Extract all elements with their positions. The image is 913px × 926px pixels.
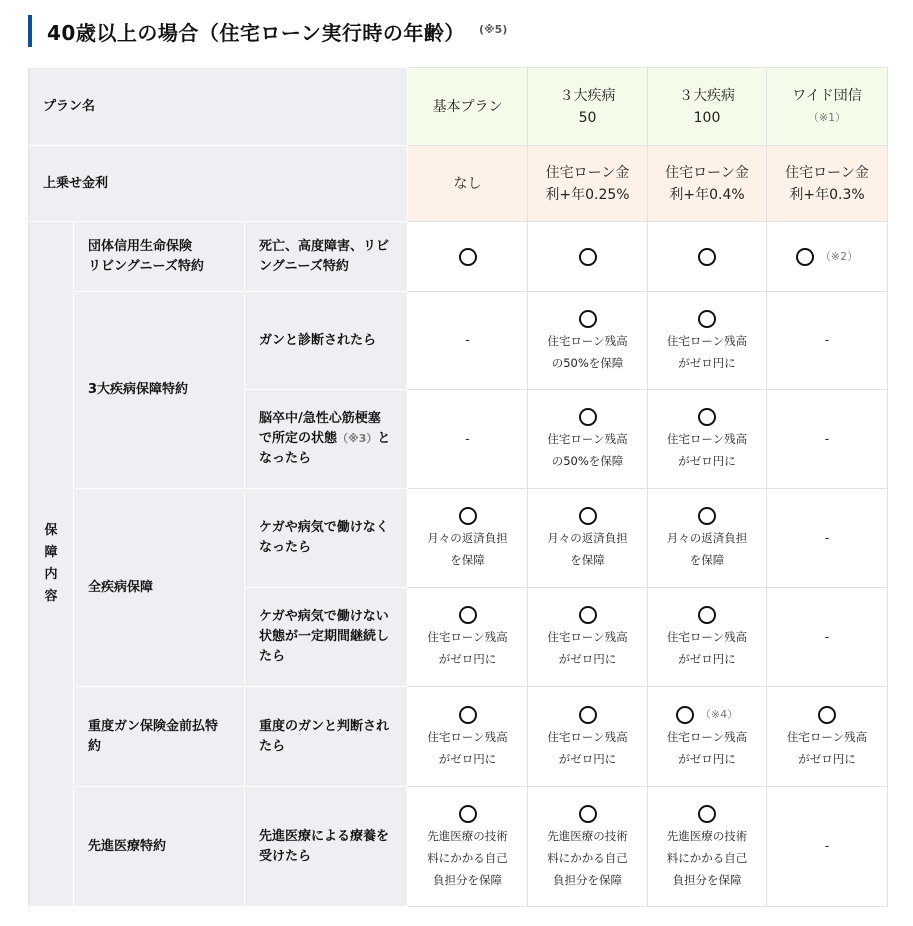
coverage-cell	[767, 292, 888, 390]
condition: 先進医療による療養を受けたら	[245, 787, 408, 907]
rate-text: 住宅ローン金	[785, 164, 869, 181]
not-covered-dash: -	[824, 431, 830, 447]
coverage-text: 先進医療の技術	[547, 828, 628, 843]
circle-mark-icon	[698, 408, 716, 426]
coverage-text: の50%を保障	[551, 355, 624, 370]
coverage-text: がゼロ円に	[678, 751, 736, 766]
coverage-cell	[648, 489, 767, 588]
condition: 死亡、高度障害、リビングニーズ特約	[245, 222, 408, 292]
rate-cell	[648, 146, 767, 222]
coverage-cell	[767, 222, 888, 292]
coverage-cell	[767, 489, 888, 588]
coverage-cell	[408, 787, 528, 907]
rate-text: 住宅ローン金	[665, 164, 749, 181]
circle-mark-icon	[459, 706, 477, 724]
coverage-cell	[767, 787, 888, 907]
coverage-text: を保障	[450, 553, 485, 567]
circle-mark-icon	[698, 606, 716, 624]
rate-text: 利+年0.25%	[545, 186, 630, 203]
coverage-cell	[767, 390, 888, 489]
coverage-text: 住宅ローン残高	[547, 333, 628, 348]
coverage-cell	[767, 588, 888, 687]
plan-name-label: プラン名	[29, 68, 408, 146]
coverage-row	[29, 222, 888, 292]
coverage-cell	[528, 390, 648, 489]
coverage-row	[29, 292, 888, 390]
section-footnote-ref: (※5)	[478, 22, 508, 36]
plan-header-3dai-50	[528, 68, 648, 146]
coverage-text: がゼロ円に	[438, 751, 497, 766]
coverage-text: 住宅ローン残高	[427, 630, 508, 644]
circle-mark-icon	[459, 606, 477, 624]
coverage-cell	[408, 292, 528, 390]
plan-subname: 100	[693, 109, 721, 126]
plan-subname: 50	[578, 109, 597, 126]
plan-name-row	[29, 68, 888, 146]
coverage-label	[29, 222, 74, 907]
plan-name: ３大疾病	[559, 87, 616, 104]
coverage-text: がゼロ円に	[678, 454, 736, 468]
coverage-text: がゼロ円に	[678, 652, 736, 666]
coverage-text: 料にかかる自己	[427, 850, 508, 865]
rate-cell	[767, 146, 888, 222]
rider-name: 全疾病保障	[74, 489, 245, 687]
coverage-text: 住宅ローン残高	[547, 630, 628, 644]
coverage-text: 負担分を保障	[672, 872, 742, 887]
rider-name: 3大疾病保障特約	[74, 292, 245, 489]
condition-text: となったら	[259, 431, 391, 466]
coverage-text: 住宅ローン残高	[786, 729, 868, 744]
footnote-ref: （※2）	[819, 249, 859, 263]
not-covered-dash: -	[824, 333, 830, 348]
coverage-cell	[408, 489, 528, 588]
coverage-cell	[648, 588, 767, 687]
circle-mark-icon	[579, 606, 597, 624]
coverage-text: 住宅ローン残高	[427, 729, 508, 744]
coverage-cell	[408, 222, 528, 292]
coverage-cell	[648, 292, 767, 390]
rate-label: 上乗せ金利	[29, 146, 408, 222]
coverage-cell	[767, 687, 888, 787]
circle-mark-icon	[579, 408, 597, 426]
rate-text: 利+年0.4%	[669, 186, 745, 203]
coverage-text: 住宅ローン残高	[666, 432, 748, 446]
plan-header-basic	[408, 68, 528, 146]
coverage-label-char: 容	[44, 589, 58, 604]
circle-mark-icon	[579, 706, 597, 724]
coverage-text: 負担分を保障	[433, 872, 503, 887]
coverage-row	[29, 787, 888, 907]
circle-mark-icon	[698, 310, 716, 328]
plan-name: ワイド団信	[792, 87, 862, 104]
rate-cell	[528, 146, 648, 222]
plan-name: 基本プラン	[432, 98, 503, 115]
coverage-cell	[408, 687, 528, 787]
circle-mark-icon	[818, 706, 836, 724]
rate-text: 利+年0.3%	[789, 186, 865, 203]
coverage-cell	[408, 588, 528, 687]
coverage-text: 月々の返済負担	[427, 531, 508, 545]
rider-name: 先進医療特約	[74, 787, 245, 907]
not-covered-dash: -	[465, 431, 470, 447]
coverage-cell	[528, 588, 648, 687]
rate-cell	[408, 146, 528, 222]
coverage-text: 月々の返済負担	[666, 531, 748, 545]
rate-text: 住宅ローン金	[545, 164, 630, 181]
coverage-row	[29, 687, 888, 787]
coverage-text: 住宅ローン残高	[666, 333, 748, 348]
coverage-text: 料にかかる自己	[666, 850, 748, 865]
coverage-text: 負担分を保障	[553, 872, 623, 887]
coverage-cell	[528, 687, 648, 787]
coverage-cell	[528, 292, 648, 390]
rider-name: 重度ガン保険金前払特約	[74, 687, 245, 787]
circle-mark-icon	[579, 310, 597, 328]
circle-mark-icon	[459, 507, 477, 525]
coverage-text: 住宅ローン残高	[666, 729, 748, 744]
rate-text: なし	[453, 175, 482, 192]
condition	[245, 390, 408, 489]
coverage-text: 先進医療の技術	[666, 828, 748, 843]
coverage-text: 住宅ローン残高	[547, 729, 628, 744]
rate-row	[29, 146, 888, 222]
condition: ケガや病気で働けなくなったら	[245, 489, 408, 588]
coverage-row	[29, 489, 888, 588]
not-covered-dash: -	[465, 333, 470, 348]
coverage-cell	[408, 390, 528, 489]
circle-mark-icon	[698, 507, 716, 525]
condition: 重度のガンと判断されたら	[245, 687, 408, 787]
condition: ケガや病気で働けない状態が一定期間継続したら	[245, 588, 408, 687]
plan-footnote-ref: （※1）	[807, 110, 847, 124]
circle-mark-icon	[676, 706, 694, 724]
circle-mark-icon	[459, 805, 477, 823]
footnote-ref: （※4）	[699, 707, 739, 721]
coverage-cell	[648, 787, 767, 907]
coverage-text: がゼロ円に	[678, 355, 736, 370]
coverage-cell	[648, 687, 767, 787]
plan-header-wide	[767, 68, 888, 146]
coverage-text: の50%を保障	[551, 454, 624, 468]
coverage-label-char: 保	[44, 523, 58, 538]
not-covered-dash: -	[824, 530, 830, 546]
plan-comparison-table	[28, 67, 888, 907]
coverage-text: を保障	[570, 553, 605, 567]
condition: ガンと診断されたら	[245, 292, 408, 390]
coverage-cell	[528, 489, 648, 588]
section-title: 40歳以上の場合（住宅ローン実行時の年齢）	[47, 20, 465, 45]
plan-header-3dai-100	[648, 68, 767, 146]
section-heading	[28, 15, 507, 47]
rider-name-text: リビングニーズ特約	[88, 258, 204, 274]
circle-mark-icon	[796, 248, 814, 266]
coverage-cell	[648, 222, 767, 292]
coverage-text: がゼロ円に	[558, 751, 617, 766]
footnote-ref: （※3）	[337, 432, 378, 445]
coverage-label-char: 内	[44, 567, 58, 582]
condition-text: 脳卒中/急性心筋梗塞で所定の状態	[259, 411, 381, 446]
coverage-text: 料にかかる自己	[547, 850, 628, 865]
coverage-cell	[528, 787, 648, 907]
coverage-text: 住宅ローン残高	[666, 630, 748, 644]
not-covered-dash: -	[824, 839, 830, 854]
coverage-text: がゼロ円に	[798, 751, 856, 766]
coverage-text: 住宅ローン残高	[547, 432, 628, 446]
circle-mark-icon	[459, 248, 477, 266]
plan-name: ３大疾病	[679, 87, 736, 104]
coverage-text: がゼロ円に	[558, 652, 617, 666]
not-covered-dash: -	[824, 629, 830, 645]
circle-mark-icon	[579, 248, 597, 266]
circle-mark-icon	[579, 507, 597, 525]
rider-name	[74, 222, 245, 292]
coverage-text: 月々の返済負担	[547, 531, 628, 545]
rider-name-text: 団体信用生命保険	[88, 238, 193, 254]
coverage-text: を保障	[689, 553, 725, 567]
circle-mark-icon	[698, 805, 716, 823]
coverage-cell	[528, 222, 648, 292]
circle-mark-icon	[579, 805, 597, 823]
coverage-label-char: 障	[44, 545, 58, 560]
coverage-cell	[648, 390, 767, 489]
circle-mark-icon	[698, 248, 716, 266]
coverage-text: がゼロ円に	[438, 652, 497, 666]
coverage-text: 先進医療の技術	[427, 828, 508, 843]
